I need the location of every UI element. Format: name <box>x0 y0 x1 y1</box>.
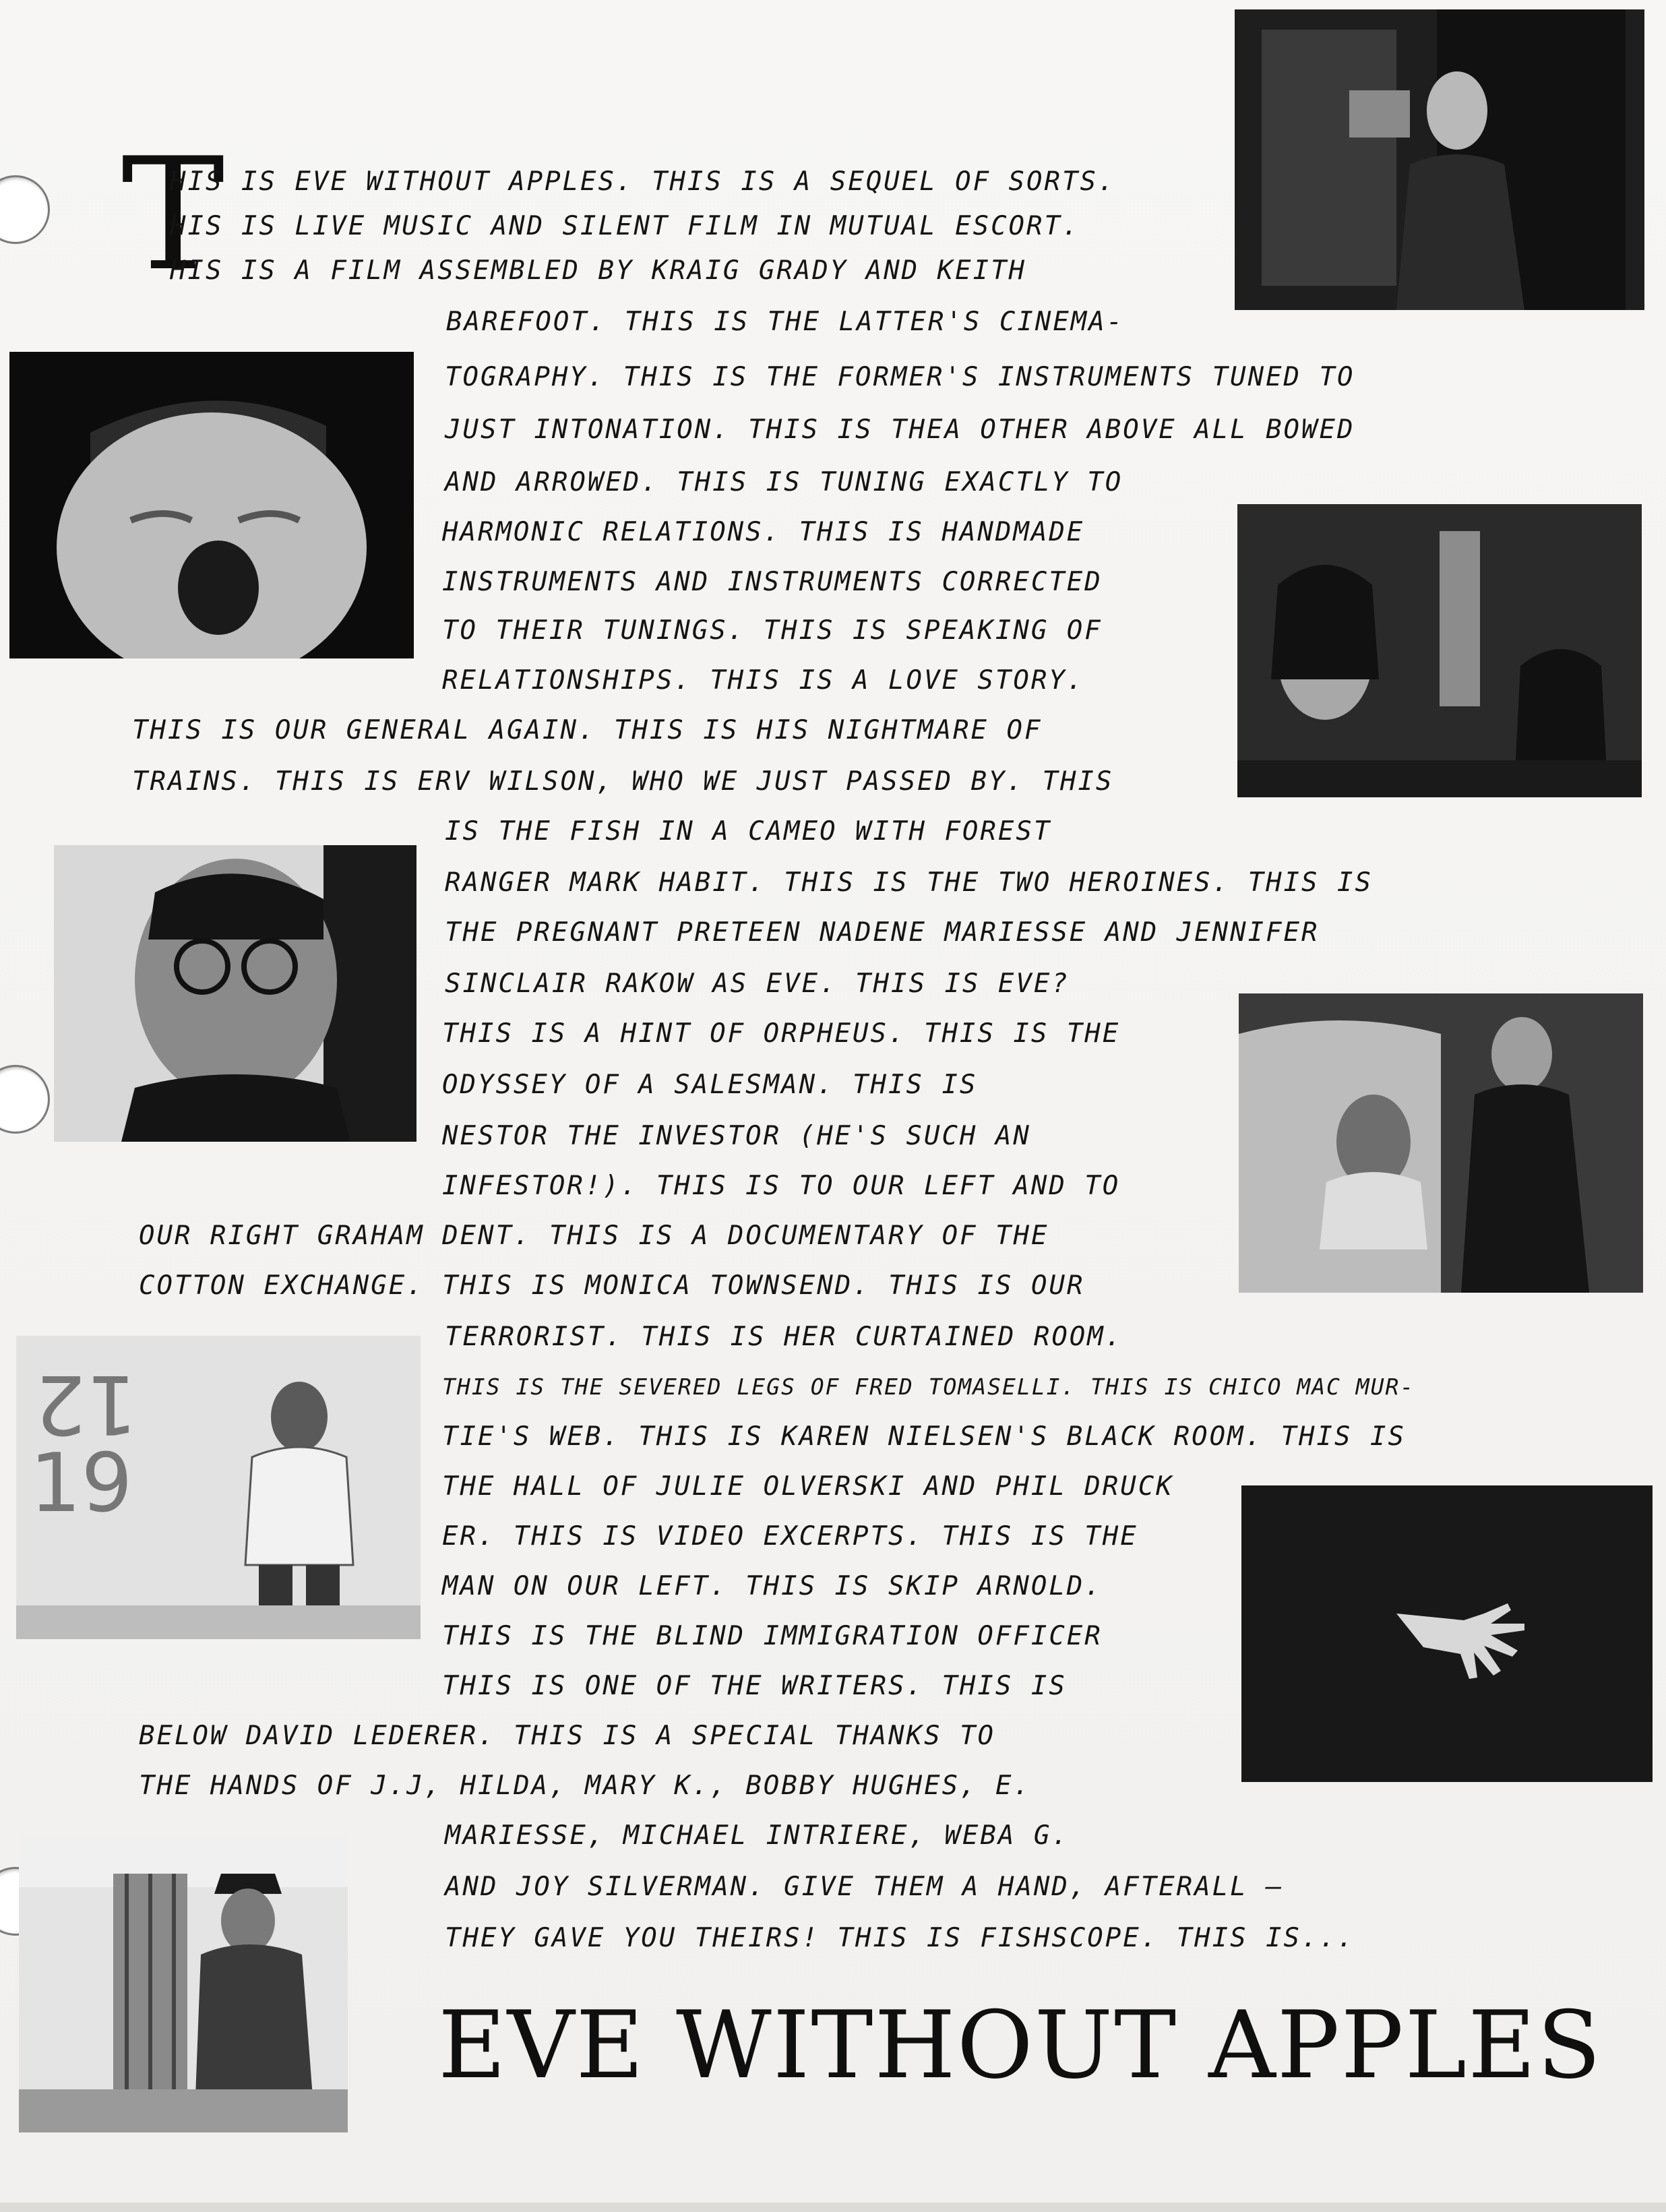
text-line: RELATIONSHIPS. THIS IS A LOVE STORY. <box>442 665 1085 696</box>
text-line: RANGER MARK HABIT. THIS IS THE TWO HEROINES. THIS IS <box>445 867 1373 898</box>
photo-man-glasses <box>54 845 416 1142</box>
paper-edge <box>0 2203 1666 2212</box>
text-line: THIS IS THE SEVERED LEGS OF FRED TOMASELLI. THIS IS CHICO MAC MUR- <box>442 1374 1415 1400</box>
text-line: HIS IS LIVE MUSIC AND SILENT FILM IN MUTUAL ESCORT. <box>170 211 1080 241</box>
text-line: THE HANDS OF J.J, HILDA, MARY K., BOBBY HUGHES, E. <box>139 1771 1031 1801</box>
photo-old-man-shouting <box>9 352 414 658</box>
text-line: BELOW DAVID LEDERER. THIS IS A SPECIAL THANKS TO <box>139 1721 996 1751</box>
text-line: AND JOY SILVERMAN. GIVE THEM A HAND, AFTERALL — <box>445 1872 1284 1902</box>
text-line: THE HALL OF JULIE OLVERSKI AND PHIL DRUCK <box>442 1471 1174 1502</box>
text-line: BAREFOOT. THIS IS THE LATTER'S CINEMA- <box>446 307 1125 337</box>
photo-man-tower <box>19 1833 348 2132</box>
punch-hole-middle <box>0 1065 50 1134</box>
text-line: TIE'S WEB. THIS IS KAREN NIELSEN'S BLACK ROOM. THIS IS <box>442 1421 1406 1452</box>
text-line: HARMONIC RELATIONS. THIS IS HANDMADE <box>442 517 1085 547</box>
text-line: IS THE FISH IN A CAMEO WITH FOREST <box>445 816 1052 847</box>
page-title: EVE WITHOUT APPLES <box>438 1991 1603 2099</box>
text-line: COTTON EXCHANGE. THIS IS MONICA TOWNSEND. THIS IS OUR <box>139 1270 1085 1301</box>
photo-man-wall-graffiti <box>16 1336 421 1639</box>
text-line: ER. THIS IS VIDEO EXCERPTS. THIS IS THE <box>442 1521 1138 1552</box>
text-line: THIS IS OUR GENERAL AGAIN. THIS IS HIS NIGHTMARE OF <box>132 715 1043 745</box>
text-line: TOGRAPHY. THIS IS THE FORMER'S INSTRUMENTS TUNED TO <box>445 362 1355 392</box>
text-line: MAN ON OUR LEFT. THIS IS SKIP ARNOLD. <box>442 1571 1103 1601</box>
text-line: TERRORIST. THIS IS HER CURTAINED ROOM. <box>445 1322 1123 1352</box>
text-line: HIS IS EVE WITHOUT APPLES. THIS IS A SEQUEL OF SORTS. <box>170 166 1116 197</box>
photo-women-dolls <box>1237 504 1642 797</box>
text-line: THE PREGNANT PRETEEN NADENE MARIESSE AND JENNIFER <box>445 917 1320 948</box>
text-line: INSTRUMENTS AND INSTRUMENTS CORRECTED <box>442 567 1103 597</box>
photo-hand-dark <box>1241 1485 1653 1782</box>
text-line: JUST INTONATION. THIS IS THEA OTHER ABOVE ALL BOWED <box>445 414 1355 445</box>
photo-salesman-van <box>1239 993 1643 1293</box>
text-line: THEY GAVE YOU THEIRS! THIS IS FISHSCOPE. THIS IS... <box>445 1923 1355 1953</box>
text-line: HIS IS A FILM ASSEMBLED BY KRAIG GRADY AND KEITH <box>170 255 1027 286</box>
text-line: TRAINS. THIS IS ERV WILSON, WHO WE JUST PASSED BY. THIS <box>132 766 1114 797</box>
text-line: THIS IS ONE OF THE WRITERS. THIS IS <box>442 1671 1067 1701</box>
text-line: ODYSSEY OF A SALESMAN. THIS IS <box>442 1070 978 1100</box>
text-line: THIS IS A HINT OF ORPHEUS. THIS IS THE <box>442 1018 1121 1049</box>
text-line: SINCLAIR RAKOW AS EVE. THIS IS EVE? <box>445 969 1070 999</box>
text-line: MARIESSE, MICHAEL INTRIERE, WEBA G. <box>445 1820 1070 1851</box>
punch-hole-top <box>0 175 50 244</box>
text-line: THIS IS THE BLIND IMMIGRATION OFFICER <box>442 1621 1103 1651</box>
text-line: AND ARROWED. THIS IS TUNING EXACTLY TO <box>445 467 1123 497</box>
text-line: NESTOR THE INVESTOR (HE'S SUCH AN <box>442 1121 1031 1151</box>
photo-woman-doorway <box>1235 9 1644 310</box>
text-line: OUR RIGHT GRAHAM DENT. THIS IS A DOCUMENTARY OF THE <box>139 1221 1049 1251</box>
svg-text:19: 19 <box>30 1437 133 1531</box>
svg-text:12: 12 <box>34 1357 137 1450</box>
drop-cap: T <box>121 125 225 305</box>
text-line: TO THEIR TUNINGS. THIS IS SPEAKING OF <box>442 615 1103 646</box>
text-line: INFESTOR!). THIS IS TO OUR LEFT AND TO <box>442 1171 1121 1201</box>
